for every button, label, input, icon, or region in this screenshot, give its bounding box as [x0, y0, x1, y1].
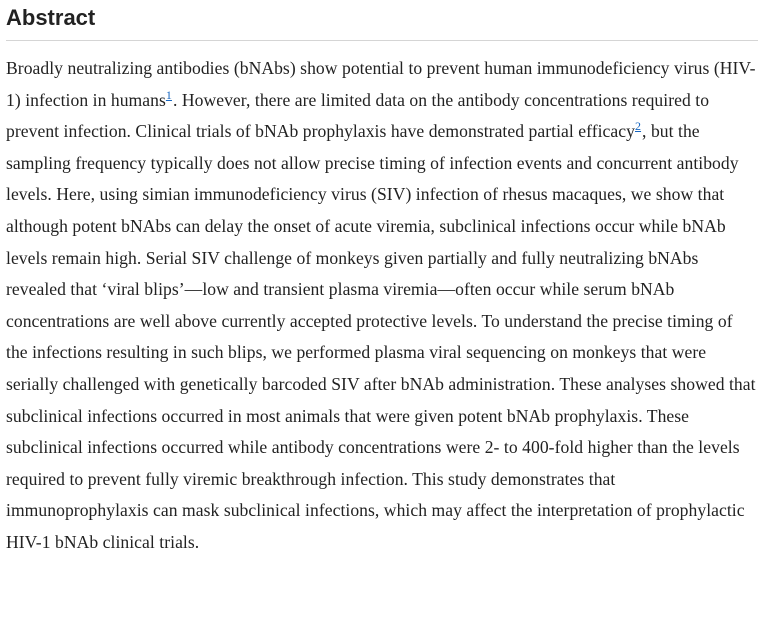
abstract-text-segment: . However, there are limited data on the antibody concentrations required to prevent infection. Clinical trials of bNAb prophylaxis have demonstrated partial efficacy [6, 89, 710, 142]
reference-link[interactable]: 2 [634, 119, 642, 134]
abstract-section [6, 0, 758, 559]
abstract-text-segment: Broadly neutralizing antibodies (bNAbs) show potential to prevent human immunodeficiency virus (HIV-1) infection in humans [6, 58, 756, 110]
abstract-heading: Abstract [6, 5, 758, 41]
abstract-body [6, 53, 758, 559]
reference-link[interactable]: 1 [165, 87, 172, 102]
abstract-text-segment: , but the sampling frequency typically does not allow precise timing of infection events and concurrent antibody levels. Here, using simian immunodeficiency virus (SIV) infection of rhesus macaques, we show that although potent bNAbs can delay the onset of acute viremia, subclinical infections occur while bNAb levels remain high. Serial SIV challenge of monkeys given partially and fully neutralizing bNAbs revealed that ‘viral blips’—low and transient plasma viremia—often occur while serum bNAb concentrations are well above currently accepted protective levels. To understand the precise timing of the infections resulting in such blips, we performed plasma viral sequencing on monkeys that were serially challenged with genetically barcoded SIV after bNAb administration. These analyses showed that subclinical infections occurred in most animals that were given potent bNAb prophylaxis. These subclinical infections occurred while antibody concentrations were 2- to 400-fold higher than the levels required to prevent fully viremic breakthrough infection. This study demonstrates that immunoprophylaxis can mask subclinical infections, which may affect the interpretation of prophylactic HIV-1 bNAb clinical trials. [6, 121, 756, 552]
